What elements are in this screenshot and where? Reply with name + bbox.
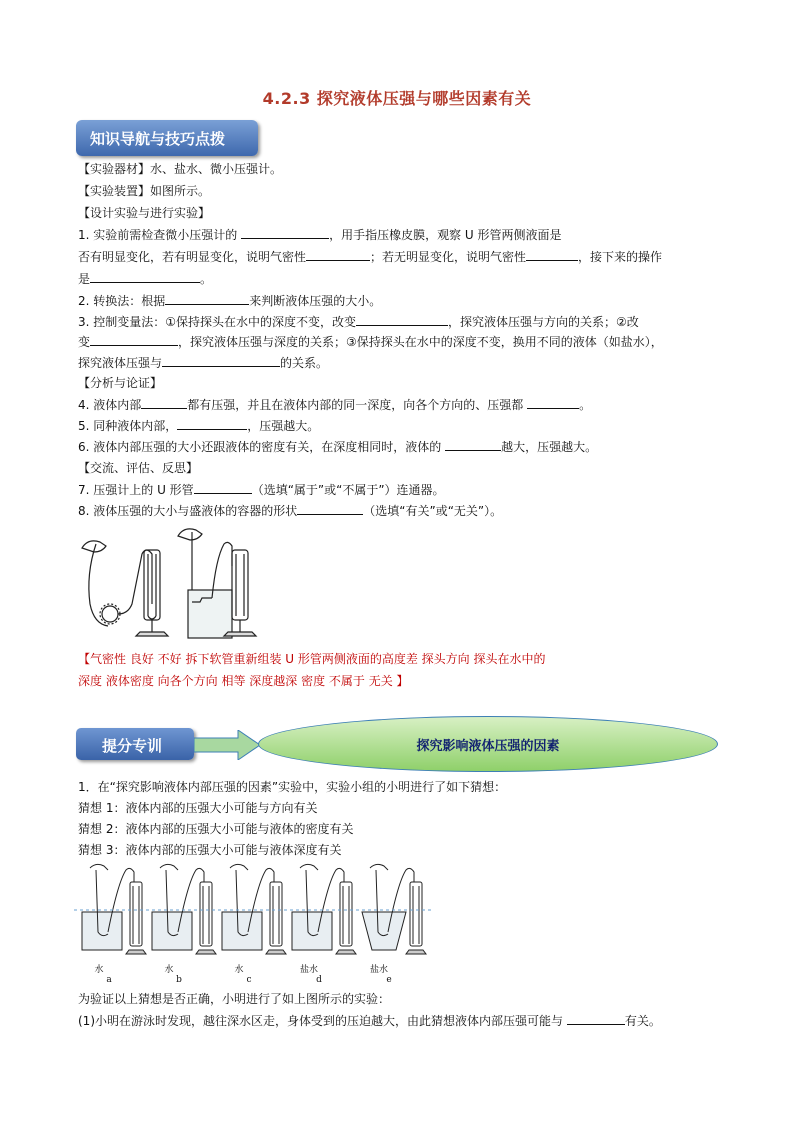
section-banner-practice: [76, 728, 194, 760]
experiment-liquid-label: 水: [164, 965, 174, 975]
answer-blank[interactable]: [90, 333, 178, 346]
answer-blank[interactable]: [356, 313, 448, 326]
answer-blank[interactable]: [297, 502, 363, 515]
topic-label: 探究影响液体压强的因素: [416, 739, 560, 754]
answer-blank[interactable]: [177, 417, 247, 430]
experiment-liquid-label: 盐水: [299, 965, 318, 975]
topic-ellipse: [258, 716, 718, 772]
text-line: 为验证以上猜想是否正确，小明进行了如上图所示的实验：: [78, 992, 391, 1006]
answer-blank[interactable]: [162, 354, 280, 367]
answer-key-line: 【气密性 良好 不好 拆下软管重新组装 U 形管两侧液面的高度差 探头方向 探头在水中的: [78, 652, 546, 666]
experiment-label: [224, 962, 254, 985]
experiment-letter-label: b: [176, 975, 182, 985]
experiment-label: [294, 962, 324, 985]
experiment-liquid-label: 水: [234, 965, 244, 975]
section-banner-knowledge: [76, 120, 258, 156]
answer-blank[interactable]: [241, 226, 329, 239]
experiment-letter-label: e: [386, 975, 392, 985]
answer-key-line: 深度 液体密度 向各个方向 相等 深度越深 密度 不属于 无关 】: [78, 674, 409, 688]
experiment-liquid-label: 盐水: [369, 965, 388, 975]
guess-3: 猜想 3：液体内部的压强大小可能与液体深度有关: [78, 843, 342, 857]
answer-blank[interactable]: [90, 270, 200, 283]
experiment-label: [84, 962, 114, 985]
answer-blank[interactable]: [567, 1012, 625, 1025]
experiment-liquid-label: 水: [94, 965, 104, 975]
section-banner-label: 提分专训: [102, 737, 163, 755]
experiment-setup: [292, 864, 356, 954]
experiment-setup: [82, 864, 146, 954]
experiment-label: [364, 962, 394, 985]
text-line: 【设计实验与进行实验】: [78, 206, 211, 220]
section-banner-label: 知识导航与技巧点拨: [90, 130, 226, 148]
guess-1: 猜想 1：液体内部的压强大小可能与方向有关: [78, 801, 318, 815]
question-6-line: 6. 液体内部压强的大小还跟液体的密度有关，在深度相同时，液体的 越大，压强越大。: [78, 440, 598, 454]
experiment-setup: [362, 864, 426, 954]
page-title: 4.2.3 探究液体压强与哪些因素有关: [262, 89, 532, 108]
guess-2: 猜想 2：液体内部的压强大小可能与液体的密度有关: [78, 822, 354, 836]
question-3-line: 探究液体压强与 的关系。: [78, 356, 329, 370]
question-stem: 1．在“探究影响液体内部压强的因素”实验中，实验小组的小明进行了如下猜想：: [78, 780, 507, 794]
answer-blank[interactable]: [194, 481, 252, 494]
experiment-label: [154, 962, 184, 985]
answer-blank[interactable]: [306, 248, 370, 261]
answer-blank[interactable]: [527, 396, 579, 409]
text-line: 【分析与论证】: [78, 376, 163, 390]
question-4-line: 4. 液体内部 都有压强，并且在液体内部的同一深度，向各个方向的、压强都 。: [78, 398, 592, 412]
experiment-figure: [74, 862, 444, 962]
question-3-line: 3. 控制变量法：①保持探头在水中的深度不变，改变 ，探究液体压强与方向的关系；②改: [78, 315, 639, 329]
question-7-line: 7. 压强计上的 U 形管 （选填“属于”或“不属于”）连通器。: [78, 483, 445, 497]
question-8-line: 8. 液体压强的大小与盛液体的容器的形状 （选填“有关”或“无关”）。: [78, 504, 503, 518]
answer-blank[interactable]: [526, 248, 578, 261]
experiment-setup: [152, 864, 216, 954]
text-line: 【实验装置】如图所示。: [78, 184, 211, 198]
question-1-line: 是 。: [78, 272, 213, 286]
sub-question-1: (1)小明在游泳时发现，越往深水区走，身体受到的压迫越大，由此猜想液体内部压强可能与 有关。: [78, 1014, 661, 1028]
pressure-gauge-apparatus-figure: [74, 528, 264, 644]
answer-blank[interactable]: [165, 292, 249, 305]
question-1-line: 否有明显变化，若有明显变化，说明气密性 ；若无明显变化，说明气密性 ，接下来的操作: [78, 250, 663, 264]
experiment-letter-label: a: [106, 975, 112, 985]
question-2-line: 2. 转换法：根据 来判断液体压强的大小。: [78, 294, 382, 308]
answer-blank[interactable]: [141, 396, 187, 409]
text-line: 【交流、评估、反思】: [78, 461, 199, 475]
question-5-line: 5. 同种液体内部， ，压强越大。: [78, 419, 320, 433]
experiment-letter-label: c: [246, 975, 252, 985]
experiment-setup: [222, 864, 286, 954]
experiment-letter-label: d: [316, 975, 322, 985]
question-3-line: 变 ，探究液体压强与深度的关系；③保持探头在水中的深度不变，换用不同的液体（如盐水），: [78, 335, 663, 349]
question-1-line: 1. 实验前需检查微小压强计的 ，用手指压橡皮膜，观察 U 形管两侧液面是: [78, 228, 562, 242]
arrow-right-icon: [194, 730, 262, 760]
text-line: 【实验器材】水、盐水、微小压强计。: [78, 162, 283, 176]
answer-blank[interactable]: [445, 438, 501, 451]
